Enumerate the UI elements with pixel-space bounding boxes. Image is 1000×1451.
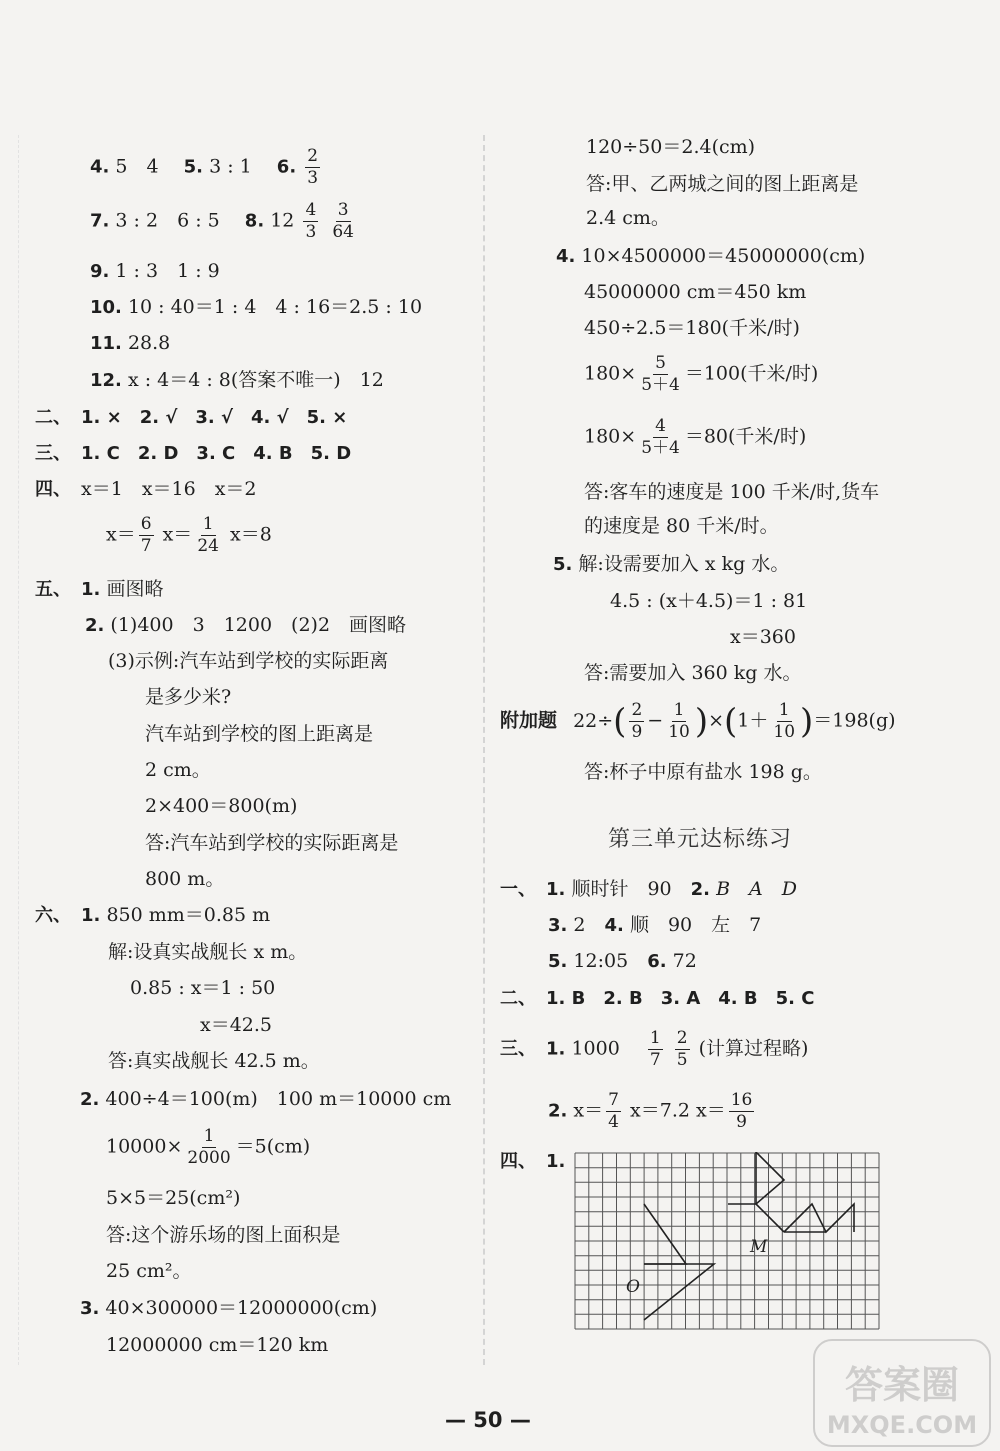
answer-line: 的速度是 80 千米/时。 bbox=[584, 515, 779, 537]
answer-line: 2 cm。 bbox=[145, 759, 211, 781]
watermark-logo bbox=[812, 1338, 992, 1448]
figure-segment bbox=[644, 1204, 686, 1264]
answer-line: 10000× $\frac{1}{2000}$ ＝5(cm) bbox=[106, 1126, 311, 1168]
figure-segment bbox=[784, 1204, 854, 1232]
figure-lines bbox=[644, 1152, 854, 1320]
answer-line: 800 m。 bbox=[145, 868, 225, 890]
answer-line: 答:需要加入 360 kg 水。 bbox=[584, 662, 802, 684]
answer-line: 5×5＝25(cm²) bbox=[106, 1187, 241, 1209]
answer-line: 180× $\frac{5}{5+4}$ ＝100(千米/时) bbox=[584, 353, 819, 395]
answer-line: 二、 1. × 2. √ 3. √ 4. √ 5. × bbox=[35, 407, 348, 428]
page-number: — 50 — bbox=[445, 1408, 531, 1432]
answer-line: 4.5 : (x＋4.5)＝1 : 81 bbox=[610, 590, 808, 612]
answer-line: 2. 400÷4＝100(m) 100 m＝10000 cm bbox=[80, 1088, 452, 1110]
answer-line: 2. x＝ $\frac{7}{4}$ x＝7.2 x＝ $\frac{16}{9}$ bbox=[548, 1090, 753, 1132]
answer-line: 7. 3 : 2 6 : 5 8. 12 $\frac{4}{3}$ $\frac{3}{64}$ bbox=[90, 200, 354, 242]
figure-segment bbox=[644, 1264, 714, 1320]
answer-line: 2. (1)400 3 1200 (2)2 画图略 bbox=[85, 614, 407, 636]
answer-line: 45000000 cm＝450 km bbox=[584, 281, 807, 303]
answer-line: 2.4 cm。 bbox=[586, 207, 670, 229]
answer-line: 4. 5 4 5. 3 : 1 6. $\frac{2}{3}$ bbox=[90, 146, 319, 188]
answer-line: 450÷2.5＝180(千米/时) bbox=[584, 317, 800, 339]
answer-line: 是多少米? bbox=[145, 686, 232, 708]
answer-line: 四、 1. bbox=[500, 1151, 566, 1172]
answer-line: 12. x : 4＝4 : 8(答案不唯一) 12 bbox=[90, 369, 384, 391]
answer-line: 答:汽车站到学校的实际距离是 bbox=[145, 832, 399, 854]
rotation-grid-figure bbox=[574, 1152, 880, 1330]
answer-line: 25 cm²。 bbox=[106, 1260, 192, 1282]
point-o-label: O bbox=[626, 1277, 640, 1297]
answer-line: 答:真实战舰长 42.5 m。 bbox=[108, 1050, 320, 1072]
answer-line: 11. 28.8 bbox=[90, 332, 171, 354]
answer-line: 答:客车的速度是 100 千米/时,货车 bbox=[584, 481, 880, 503]
answer-line: 一、 1. 顺时针 90 2. B A D bbox=[500, 878, 797, 900]
answer-line: 三、 1. 1000 $\frac{1}{7}$ $\frac{2}{5}$ (计算过程略) bbox=[500, 1028, 809, 1070]
answer-line: 解:设真实战舰长 x m。 bbox=[108, 941, 308, 963]
point-m-label: M bbox=[750, 1237, 768, 1257]
answer-line: 5. 解:设需要加入 x kg 水。 bbox=[553, 553, 790, 575]
column-divider bbox=[483, 135, 485, 1365]
svg-text:答案圈: 答案圈 bbox=[844, 1363, 960, 1407]
answer-line: 120÷50＝2.4(cm) bbox=[586, 136, 756, 158]
grid-lines bbox=[575, 1153, 879, 1329]
answer-line: 2×400＝800(m) bbox=[145, 795, 298, 817]
answer-line: x＝360 bbox=[730, 626, 796, 648]
answer-line: 三、 1. C 2. D 3. C 4. B 5. D bbox=[35, 443, 352, 464]
answer-line: 3. 2 4. 顺 90 左 7 bbox=[548, 914, 762, 936]
answer-line: 答:杯子中原有盐水 198 g。 bbox=[584, 761, 822, 783]
answer-line: 0.85 : x＝1 : 50 bbox=[130, 977, 276, 999]
answer-line: 12000000 cm＝120 km bbox=[106, 1334, 329, 1356]
answer-line: 五、 1. 画图略 bbox=[35, 578, 164, 600]
answer-line: 六、 1. 850 mm＝0.85 m bbox=[35, 904, 271, 926]
answer-line: 汽车站到学校的图上距离是 bbox=[145, 723, 374, 745]
svg-text:MXQE.COM: MXQE.COM bbox=[826, 1411, 978, 1439]
answer-line: 答:甲、乙两城之间的图上距离是 bbox=[586, 173, 859, 195]
answer-line: (3)示例:汽车站到学校的实际距离 bbox=[108, 650, 389, 672]
answer-line: 附加题 22÷( $\frac{2}{9}$ − $\frac{1}{10}$ )×(1＋ $\frac{1}{10}$ )＝198(g) bbox=[500, 700, 896, 742]
answer-line: 答:这个游乐场的图上面积是 bbox=[106, 1224, 341, 1246]
answer-line: x＝ $\frac{6}{7}$ x＝ $\frac{1}{24}$ x＝8 bbox=[106, 514, 272, 556]
margin-rule bbox=[18, 135, 19, 1365]
answer-line: 3. 40×300000＝12000000(cm) bbox=[80, 1297, 378, 1319]
answer-line: 四、 x＝1 x＝16 x＝2 bbox=[35, 478, 257, 500]
answer-line: 二、 1. B 2. B 3. A 4. B 5. C bbox=[500, 988, 815, 1009]
answer-line: 180× $\frac{4}{5+4}$ ＝80(千米/时) bbox=[584, 416, 807, 458]
answer-line: x＝42.5 bbox=[200, 1014, 273, 1036]
answer-line: 5. 12:05 6. 72 bbox=[548, 950, 697, 972]
section-title: 第三单元达标练习 bbox=[608, 827, 793, 852]
figure-segment bbox=[756, 1152, 784, 1204]
answer-line: 10. 10 : 40＝1 : 4 4 : 16＝2.5 : 10 bbox=[90, 296, 423, 318]
answer-line: 9. 1 : 3 1 : 9 bbox=[90, 260, 220, 282]
answer-line: 4. 10×4500000＝45000000(cm) bbox=[556, 245, 866, 267]
